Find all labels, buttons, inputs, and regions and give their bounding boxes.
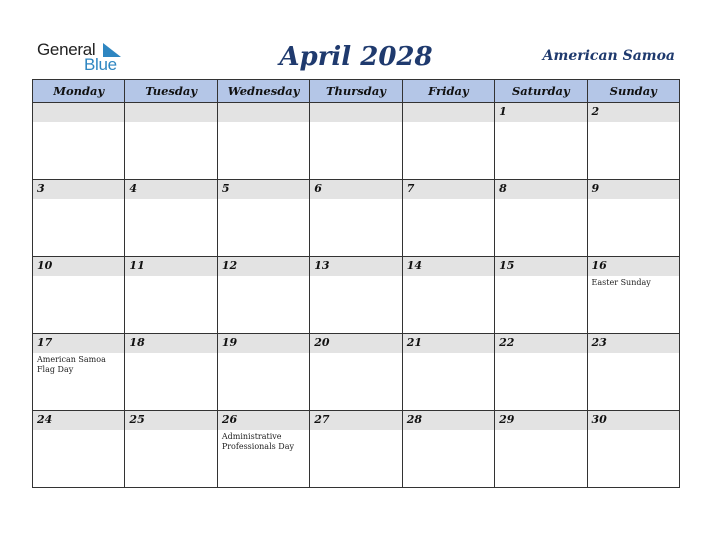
day-number-band <box>310 411 401 430</box>
day-cell <box>310 103 402 180</box>
calendar-grid <box>32 79 680 488</box>
day-number-band <box>403 257 494 276</box>
day-number-band <box>495 103 586 122</box>
day-number: 12 <box>221 259 238 272</box>
day-number: 27 <box>314 413 330 426</box>
day-number-band <box>33 103 124 122</box>
day-cell <box>402 180 494 257</box>
weekday-header-row <box>33 80 680 103</box>
region-name: American Samoa <box>542 48 675 64</box>
day-cell <box>125 257 217 334</box>
day-number: 22 <box>499 336 515 349</box>
day-cell <box>402 103 494 180</box>
day-number: 2 <box>591 105 600 118</box>
week-row <box>33 334 680 411</box>
day-cell <box>402 411 494 488</box>
day-number: 29 <box>499 413 515 426</box>
day-number-band <box>310 103 401 122</box>
holiday-label: Administrative Professionals Day <box>221 432 294 451</box>
weekday-header: Friday <box>402 80 494 103</box>
day-number-band <box>218 180 309 199</box>
day-cell <box>125 180 217 257</box>
day-number: 30 <box>591 413 607 426</box>
day-cell <box>495 103 587 180</box>
day-cell <box>33 411 125 488</box>
weekday-header: Sunday <box>587 80 679 103</box>
weekday-header: Thursday <box>310 80 402 103</box>
day-number-band <box>495 257 586 276</box>
day-number: 19 <box>221 336 238 349</box>
day-number-band <box>403 180 494 199</box>
day-number-band <box>403 103 494 122</box>
weekday-header: Saturday <box>495 80 587 103</box>
day-number: 18 <box>129 336 145 349</box>
day-number-band <box>310 257 401 276</box>
day-number-band <box>588 103 679 122</box>
day-number: 20 <box>314 336 330 349</box>
day-cell <box>495 334 587 411</box>
day-number: 7 <box>406 182 415 195</box>
day-cell <box>33 257 125 334</box>
day-cell <box>402 334 494 411</box>
day-number: 24 <box>37 413 53 426</box>
day-number: 5 <box>221 182 230 195</box>
day-number: 9 <box>591 182 600 195</box>
day-number: 11 <box>129 259 145 272</box>
logo-text-blue: Blue <box>84 55 117 74</box>
day-number: 10 <box>37 259 53 272</box>
day-number-band <box>588 257 679 276</box>
day-number-band <box>588 180 679 199</box>
day-number-band <box>403 411 494 430</box>
day-number-band <box>588 334 679 353</box>
day-number: 23 <box>591 336 607 349</box>
week-row <box>33 411 680 488</box>
day-number: 28 <box>406 413 422 426</box>
day-number-band <box>125 334 216 353</box>
day-cell <box>495 180 587 257</box>
day-number-band <box>310 334 401 353</box>
day-number-band <box>33 334 124 353</box>
day-cell <box>125 411 217 488</box>
weekday-header: Wednesday <box>217 80 309 103</box>
day-number: 21 <box>406 336 422 349</box>
day-cell <box>495 411 587 488</box>
day-cell <box>217 257 309 334</box>
day-number: 14 <box>406 259 422 272</box>
day-cell <box>33 334 125 411</box>
day-number-band <box>588 411 679 430</box>
day-number: 6 <box>314 182 322 195</box>
day-number: 13 <box>314 259 330 272</box>
day-cell <box>310 334 402 411</box>
day-number: 3 <box>37 182 45 195</box>
day-number: 26 <box>221 413 238 426</box>
day-cell <box>125 334 217 411</box>
day-cell <box>587 180 679 257</box>
day-number: 1 <box>499 105 507 118</box>
day-number-band <box>495 334 586 353</box>
day-number-band <box>125 257 216 276</box>
day-number: 4 <box>129 182 138 195</box>
day-cell <box>587 103 679 180</box>
day-number-band <box>495 180 586 199</box>
weekday-header: Monday <box>33 80 125 103</box>
day-cell <box>217 180 309 257</box>
page-title: April 2028 <box>279 42 433 72</box>
day-number-band <box>33 257 124 276</box>
day-number-band <box>218 103 309 122</box>
week-row <box>33 103 680 180</box>
day-number-band <box>218 411 309 430</box>
day-cell <box>587 334 679 411</box>
day-cell <box>125 103 217 180</box>
day-number-band <box>310 180 401 199</box>
day-number-band <box>218 334 309 353</box>
day-number-band <box>125 103 216 122</box>
day-cell <box>33 180 125 257</box>
weekday-header: Tuesday <box>125 80 217 103</box>
day-cell <box>587 257 679 334</box>
holiday-label: American Samoa Flag Day <box>37 355 106 374</box>
day-number: 16 <box>591 259 607 272</box>
logo-text-general: General <box>37 40 96 59</box>
day-number-band <box>125 411 216 430</box>
day-number-band <box>403 334 494 353</box>
day-cell <box>402 257 494 334</box>
day-number: 8 <box>499 182 507 195</box>
week-row <box>33 257 680 334</box>
day-cell <box>310 180 402 257</box>
day-cell <box>495 257 587 334</box>
day-number-band <box>33 180 124 199</box>
day-cell <box>310 411 402 488</box>
day-cell <box>217 103 309 180</box>
week-row <box>33 180 680 257</box>
day-cell <box>587 411 679 488</box>
day-cell <box>217 411 309 488</box>
day-cell <box>217 334 309 411</box>
day-number: 17 <box>37 336 53 349</box>
day-cell <box>33 103 125 180</box>
day-number-band <box>218 257 309 276</box>
day-number-band <box>125 180 216 199</box>
holiday-label: Easter Sunday <box>591 278 651 287</box>
day-number: 15 <box>499 259 515 272</box>
day-number-band <box>33 411 124 430</box>
day-cell <box>310 257 402 334</box>
day-number: 25 <box>129 413 145 426</box>
day-number-band <box>495 411 586 430</box>
